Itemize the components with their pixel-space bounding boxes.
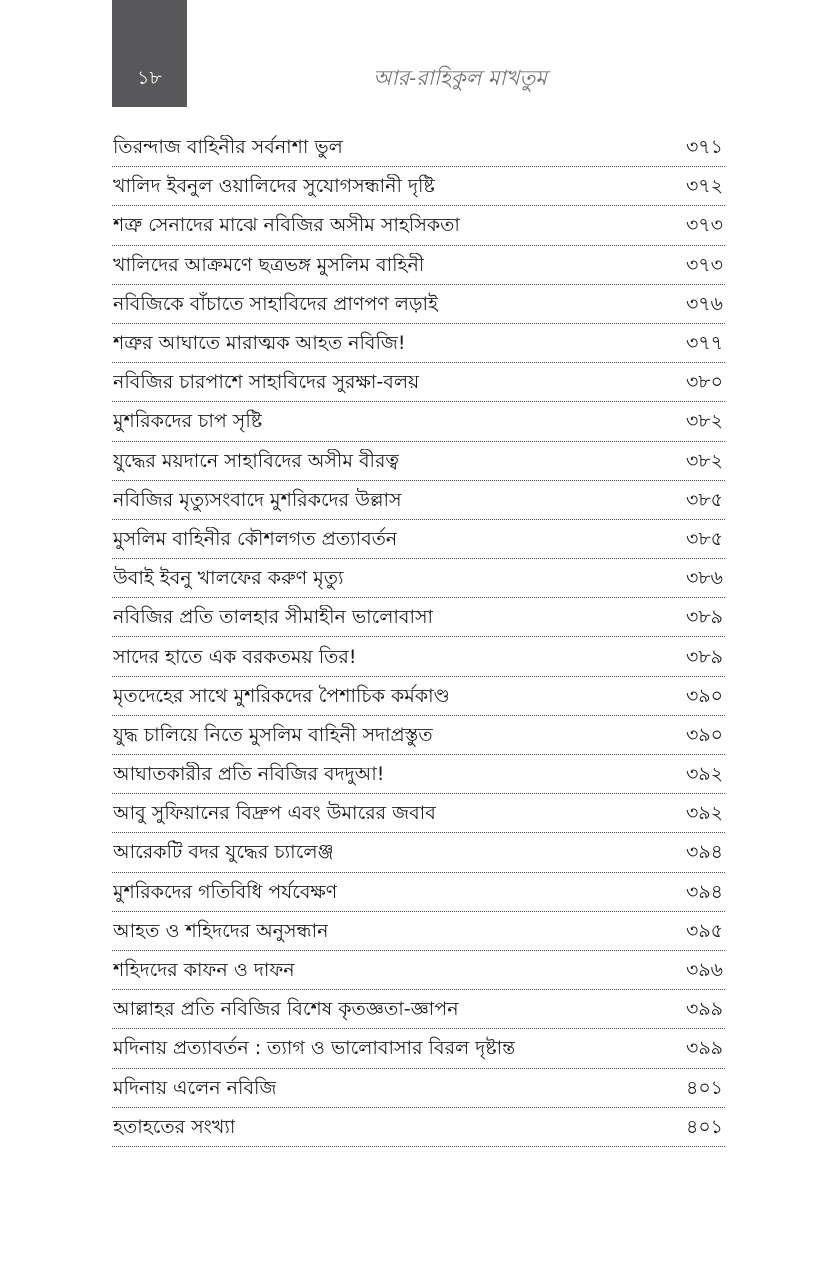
toc-entry-title: মদিনায় প্রত্যাবর্তন : ত্যাগ ও ভালোবাসার বিরল দৃষ্টান্ত (113, 1037, 516, 1060)
toc-entry-title: আল্লাহর প্রতি নবিজির বিশেষ কৃতজ্ঞতা-জ্ঞাপন (113, 998, 459, 1021)
toc-entry-page-number: ৩৯৫ (685, 919, 723, 942)
toc-entry-title: মুশরিকদের চাপ সৃষ্টি (113, 410, 263, 433)
toc-entry[interactable] (112, 833, 725, 872)
toc-entry-title: যুদ্ধের ময়দানে সাহাবিদের অসীম বীরত্ব (113, 449, 399, 472)
toc-entry[interactable] (112, 246, 725, 285)
toc-entry-page-number: ৩৯৬ (685, 959, 723, 982)
toc-entry[interactable] (112, 873, 725, 912)
toc-entry-page-number: ৩৮৯ (685, 606, 723, 629)
toc-entry[interactable] (112, 1108, 725, 1147)
toc-entry-page-number: ৩৯০ (685, 723, 723, 746)
toc-entry-page-number: ৩৭৩ (685, 253, 723, 276)
toc-entry-page-number: ৩৯৪ (685, 880, 723, 903)
page-number: ১৮ (137, 67, 162, 89)
toc-entry-title: শত্রুর আঘাতে মারাত্মক আহত নবিজি! (113, 332, 406, 355)
toc-entry[interactable] (112, 794, 725, 833)
toc-entry-page-number: ৩৮৫ (685, 488, 723, 511)
table-of-contents (112, 128, 725, 1147)
toc-entry-title: হতাহতের সংখ্যা (113, 1115, 236, 1138)
toc-entry[interactable] (112, 520, 725, 559)
toc-entry[interactable] (112, 402, 725, 441)
toc-entry-page-number: ৩৮০ (685, 371, 723, 394)
toc-entry-title: মৃতদেহের সাথে মুশরিকদের পৈশাচিক কর্মকাণ্ড (113, 684, 450, 707)
toc-entry[interactable] (112, 442, 725, 481)
toc-entry-page-number: ৪০১ (685, 1076, 723, 1099)
toc-entry-title: শহিদদের কাফন ও দাফন (113, 959, 295, 982)
page-number-tab (112, 0, 187, 107)
toc-entry[interactable] (112, 363, 725, 402)
toc-entry[interactable] (112, 755, 725, 794)
toc-entry-title: সাদের হাতে এক বরকতময় তির! (113, 645, 357, 668)
toc-entry-title: মদিনায় এলেন নবিজি (113, 1076, 277, 1099)
toc-entry[interactable] (112, 951, 725, 990)
running-title: আর-রাহিকুল মাখতুম (373, 66, 547, 90)
toc-entry-page-number: ৩৮৯ (685, 645, 723, 668)
toc-entry-page-number: ৩৯২ (685, 763, 723, 786)
toc-entry-page-number: ৩৮৫ (685, 527, 723, 550)
toc-entry-page-number: ৩৭২ (685, 175, 723, 198)
toc-entry[interactable] (112, 1029, 725, 1068)
toc-entry-title: উবাই ইবনু খালফের করুণ মৃত্যু (113, 567, 344, 590)
toc-entry-page-number: ৩৮২ (685, 410, 723, 433)
toc-entry[interactable] (112, 559, 725, 598)
toc-entry-page-number: ৪০১ (685, 1115, 723, 1138)
toc-entry-title: আবু সুফিয়ানের বিদ্রুপ এবং উমারের জবাব (113, 802, 436, 825)
toc-entry[interactable] (112, 481, 725, 520)
toc-entry-title: নবিজির প্রতি তালহার সীমাহীন ভালোবাসা (113, 606, 434, 629)
toc-entry-page-number: ৩৯৯ (685, 998, 723, 1021)
toc-entry-page-number: ৩৯০ (685, 684, 723, 707)
toc-entry-page-number: ৩৯৪ (685, 841, 723, 864)
toc-entry[interactable] (112, 598, 725, 637)
toc-entry[interactable] (112, 1069, 725, 1108)
toc-entry-title: নবিজির মৃত্যুসংবাদে মুশরিকদের উল্লাস (113, 488, 402, 511)
toc-entry[interactable] (112, 716, 725, 755)
toc-entry-page-number: ৩৭১ (685, 136, 723, 159)
toc-entry[interactable] (112, 912, 725, 951)
toc-entry-title: তিরন্দাজ বাহিনীর সর্বনাশা ভুল (113, 136, 343, 159)
toc-entry-page-number: ৩৭৬ (685, 292, 723, 315)
toc-entry-title: খালিদ ইবনুল ওয়ালিদের সুযোগসন্ধানী দৃষ্টি (113, 175, 435, 198)
toc-entry[interactable] (112, 990, 725, 1029)
toc-entry[interactable] (112, 677, 725, 716)
toc-entry-page-number: ৩৮৬ (685, 567, 723, 590)
toc-entry[interactable] (112, 324, 725, 363)
toc-entry-title: খালিদের আক্রমণে ছত্রভঙ্গ মুসলিম বাহিনী (113, 253, 425, 276)
toc-entry-page-number: ৩৯২ (685, 802, 723, 825)
toc-entry-page-number: ৩৯৯ (685, 1037, 723, 1060)
toc-entry[interactable] (112, 637, 725, 676)
toc-entry[interactable] (112, 167, 725, 206)
toc-entry-title: নবিজির চারপাশে সাহাবিদের সুরক্ষা-বলয় (113, 371, 420, 394)
toc-entry-page-number: ৩৮২ (685, 449, 723, 472)
toc-entry[interactable] (112, 285, 725, 324)
toc-entry-title: আরেকটি বদর যুদ্ধের চ্যালেঞ্জ (113, 841, 334, 864)
toc-entry-title: যুদ্ধ চালিয়ে নিতে মুসলিম বাহিনী সদাপ্রস্তুত (113, 723, 433, 746)
toc-entry[interactable] (112, 206, 725, 245)
toc-entry-page-number: ৩৭৭ (685, 332, 723, 355)
toc-entry-title: মুসলিম বাহিনীর কৌশলগত প্রত্যাবর্তন (113, 527, 398, 550)
toc-entry-title: শত্রু সেনাদের মাঝে নবিজির অসীম সাহসিকতা (113, 214, 460, 237)
toc-entry[interactable] (112, 128, 725, 167)
toc-entry-title: নবিজিকে বাঁচাতে সাহাবিদের প্রাণপণ লড়াই (113, 292, 438, 315)
toc-entry-title: মুশরিকদের গতিবিধি পর্যবেক্ষণ (113, 880, 338, 903)
toc-entry-title: আঘাতকারীর প্রতি নবিজির বদদুআ! (113, 763, 385, 786)
toc-entry-title: আহত ও শহিদদের অনুসন্ধান (113, 919, 329, 942)
toc-entry-page-number: ৩৭৩ (685, 214, 723, 237)
